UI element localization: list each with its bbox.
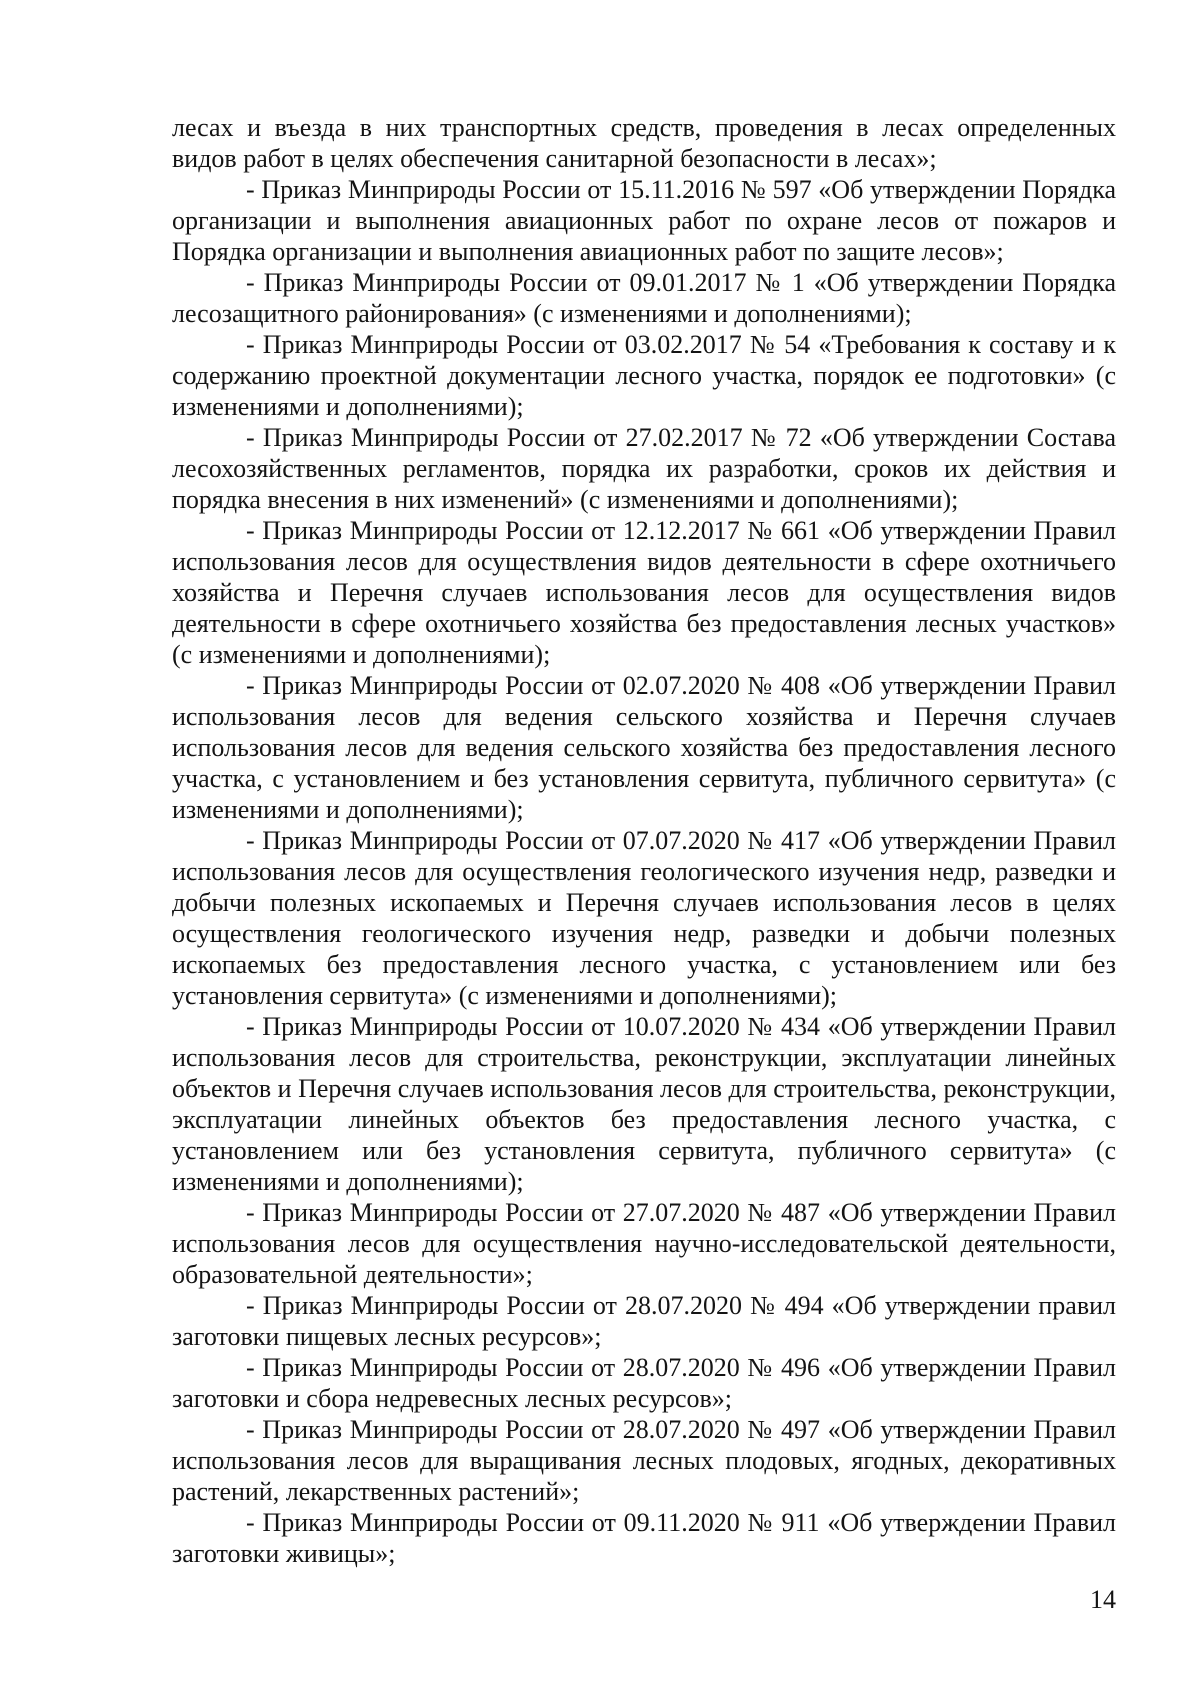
page-number: 14 [1090,1585,1116,1614]
list-item: - Приказ Минприроды России от 15.11.2016 № 597 «Об утверждении Порядка организации и выполнения авиационных работ по охране лесов от пожаров и Порядка организации и выполнения авиационных работ по защите лесов»; [172,175,1116,266]
list-item: - Приказ Минприроды России от 28.07.2020 № 494 «Об утверждении правил заготовки пищевых лесных ресурсов»; [172,1291,1116,1351]
continuation-paragraph: лесах и въезда в них транспортных средств, проведения в лесах определенных видов работ в целях обеспечения санитарной безопасности в лесах»; [172,113,1116,173]
list-item: - Приказ Минприроды России от 10.07.2020 № 434 «Об утверждении Правил использования лесов для строительства, реконструкции, эксплуатации линейных объектов и Перечня случаев использования лесов для строительства, реконструкции, эксплуатации линейных объектов без предоставления лесного участка, с установлением или без установления сервитута, публичного сервитута» (с изменениями и дополнениями); [172,1012,1116,1196]
list-item: - Приказ Минприроды России от 28.07.2020 № 496 «Об утверждении Правил заготовки и сбора недревесных лесных ресурсов»; [172,1353,1116,1413]
list-item: - Приказ Минприроды России от 09.11.2020 № 911 «Об утверждении Правил заготовки живицы»; [172,1508,1116,1568]
list-item: - Приказ Минприроды России от 28.07.2020 № 497 «Об утверждении Правил использования лесов для выращивания лесных плодовых, ягодных, декоративных растений, лекарственных растений»; [172,1415,1116,1506]
list-item: - Приказ Минприроды России от 27.07.2020 № 487 «Об утверждении Правил использования лесов для осуществления научно-исследовательской деятельности, образовательной деятельности»; [172,1198,1116,1289]
list-item: - Приказ Минприроды России от 12.12.2017 № 661 «Об утверждении Правил использования лесов для осуществления видов деятельности в сфере охотничьего хозяйства и Перечня случаев использования лесов для осуществления видов деятельности в сфере охотничьего хозяйства без предоставления лесных участков» (с изменениями и дополнениями); [172,516,1116,669]
list-item: - Приказ Минприроды России от 27.02.2017 № 72 «Об утверждении Состава лесохозяйственных регламентов, порядка их разработки, сроков их действия и порядка внесения в них изменений» (с изменениями и дополнениями); [172,423,1116,514]
document-body [172,112,1116,1569]
list-item: - Приказ Минприроды России от 03.02.2017 № 54 «Требования к составу и к содержанию проектной документации лесного участка, порядок ее подготовки» (с изменениями и дополнениями); [172,330,1116,421]
list-item: - Приказ Минприроды России от 07.07.2020 № 417 «Об утверждении Правил использования лесов для осуществления геологического изучения недр, разведки и добычи полезных ископаемых и Перечня случаев использования лесов в целях осуществления геологического изучения недр, разведки и добычи полезных ископаемых без предоставления лесного участка, с установлением или без установления сервитута» (с изменениями и дополнениями); [172,826,1116,1010]
list-item: - Приказ Минприроды России от 09.01.2017 № 1 «Об утверждении Порядка лесозащитного районирования» (с изменениями и дополнениями); [172,268,1116,328]
list-item: - Приказ Минприроды России от 02.07.2020 № 408 «Об утверждении Правил использования лесов для ведения сельского хозяйства и Перечня случаев использования лесов для ведения сельского хозяйства без предоставления лесного участка, с установлением и без установления сервитута, публичного сервитута» (с изменениями и дополнениями); [172,671,1116,824]
